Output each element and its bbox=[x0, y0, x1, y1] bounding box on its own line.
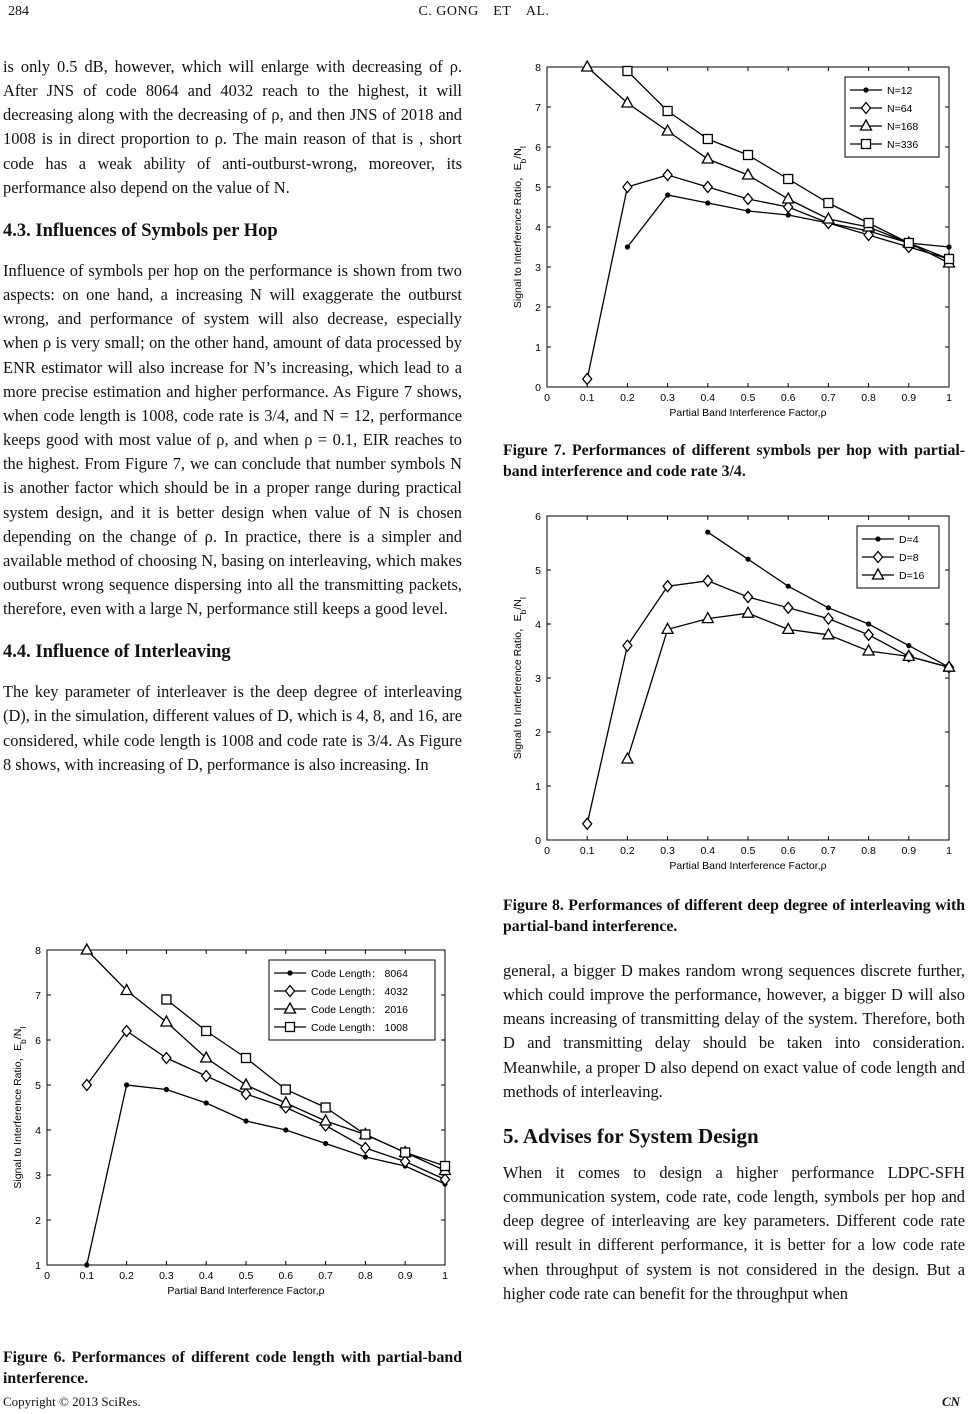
paragraph: Influence of symbols per hop on the performance is shown from two aspects: on one hand, a increasing N will exaggerate the outburst wrong, and performance of system will also decrease, especially when ρ is very small; on the other hand, amount of data processed by ENR estimator will also increase for N’s increasing, which lead to a more precise estimation and higher performance. As Figure 7 shows, when code length is 1008, code rate is 3/4, and N = 12, performance keeps good with most value of ρ, and when ρ = 0.1, EIR reaches to the highest. From Figure 7, we can conclude that number symbols N is another factor which should be in a proper range during practical system design, and it is better design when value of N is chosen depending on the change of ρ. In practice, there is a simpler and available method of choosing N, basing on interleaving, which makes outburst wrong sequence dispersing into all the transmitting packets, therefore, even with a large N, performance still keeps a good level. bbox=[3, 260, 462, 619]
y-tick-label: 3 bbox=[535, 262, 541, 274]
footer-journal: CN bbox=[941, 1394, 960, 1409]
data-point bbox=[906, 643, 911, 648]
data-point bbox=[361, 1130, 370, 1139]
x-tick-label: 0.6 bbox=[780, 845, 796, 857]
data-point bbox=[361, 1143, 370, 1154]
data-point bbox=[622, 753, 633, 763]
x-axis-label: Partial Band Interference Factor,ρ bbox=[669, 407, 827, 419]
section-heading: 5. Advises for System Design bbox=[503, 1123, 759, 1148]
legend-label: N=336 bbox=[887, 139, 919, 151]
data-point bbox=[786, 584, 791, 589]
legend-label: N=64 bbox=[887, 103, 913, 115]
data-point bbox=[623, 67, 632, 76]
data-point bbox=[320, 1115, 331, 1125]
right-column bbox=[503, 959, 965, 1306]
page-number: 284 bbox=[8, 4, 29, 19]
data-point bbox=[161, 1016, 172, 1026]
data-point bbox=[784, 175, 793, 184]
data-point bbox=[705, 200, 710, 205]
x-tick-label: 0.9 bbox=[901, 845, 917, 857]
y-tick-label: 8 bbox=[35, 945, 41, 957]
data-point bbox=[202, 1071, 211, 1082]
data-point bbox=[201, 1052, 212, 1062]
figure-6-chart bbox=[0, 935, 470, 1310]
y-tick-label: 0 bbox=[535, 835, 541, 847]
legend-label: Code Length： 8064 bbox=[311, 968, 408, 980]
y-tick-label: 5 bbox=[35, 1080, 41, 1092]
legend-label: Code Length： 4032 bbox=[311, 986, 408, 998]
x-tick-label: 0.9 bbox=[397, 1270, 413, 1282]
x-tick-label: 0 bbox=[544, 845, 550, 857]
series-line bbox=[587, 581, 949, 824]
data-point bbox=[162, 1053, 171, 1064]
data-point bbox=[665, 192, 670, 197]
x-tick-label: 0.1 bbox=[579, 392, 595, 404]
y-tick-label: 5 bbox=[535, 565, 541, 577]
y-tick-label: 1 bbox=[535, 342, 541, 354]
data-point bbox=[946, 244, 951, 249]
data-point bbox=[744, 194, 753, 205]
legend-marker bbox=[875, 536, 880, 541]
x-tick-label: 0.5 bbox=[740, 392, 756, 404]
y-tick-label: 1 bbox=[35, 1260, 41, 1272]
x-tick-label: 0.7 bbox=[821, 845, 836, 857]
y-tick-label: 4 bbox=[535, 222, 541, 234]
x-tick-label: 0 bbox=[44, 1270, 50, 1282]
left-column bbox=[3, 55, 462, 777]
data-point bbox=[84, 1262, 89, 1267]
data-point bbox=[242, 1089, 251, 1100]
x-tick-label: 0 bbox=[544, 392, 550, 404]
x-tick-label: 0.1 bbox=[79, 1270, 95, 1282]
data-point bbox=[583, 818, 592, 829]
x-tick-label: 0.7 bbox=[318, 1270, 333, 1282]
y-tick-label: 2 bbox=[35, 1215, 41, 1227]
footer-copyright: Copyright © 2013 SciRes. bbox=[3, 1394, 141, 1409]
data-point bbox=[625, 244, 630, 249]
y-axis-label: Signal to Interference Ratio，$E_b/N_I$ bbox=[512, 596, 528, 760]
figure-6-caption: Figure 6. Performances of different code length with partial-band interference. bbox=[3, 1349, 462, 1387]
data-point bbox=[945, 255, 954, 264]
paragraph: general, a bigger D makes random wrong sequences discrete further, which could improve the performance, however, a bigger D will also means increasing of transmitting delay of the system. Therefore, both D and transmitting delay should be taken into consideration. Meanwhile, a proper D also depend on exact value of code length and methods of interleaving. bbox=[503, 961, 965, 1101]
x-tick-label: 0.9 bbox=[901, 392, 917, 404]
x-tick-label: 0.2 bbox=[620, 392, 635, 404]
data-point bbox=[702, 153, 713, 163]
data-point bbox=[81, 944, 92, 954]
data-point bbox=[242, 1054, 251, 1063]
x-tick-label: 0.2 bbox=[620, 845, 635, 857]
x-tick-label: 0.4 bbox=[700, 392, 716, 404]
figure-7-caption: Figure 7. Performances of different symbols per hop with partial-band interference and code rate 3/4. bbox=[503, 442, 965, 480]
y-axis-label: Signal to Interference Ratio，$E_b/N_I$ bbox=[12, 1026, 28, 1189]
data-point bbox=[745, 557, 750, 562]
section-heading: 4.4. Influence of Interleaving bbox=[3, 642, 231, 663]
x-tick-label: 0.6 bbox=[780, 392, 796, 404]
data-point bbox=[744, 151, 753, 160]
paragraph: The key parameter of interleaver is the deep degree of interleaving (D), in the simulation, different values of D, which is 4, 8, and 16, are considered, while code length is 1008 and code rate is 3/4. As Figure 8 shows, with increasing of D, performance is also increasing. In bbox=[3, 682, 462, 774]
data-point bbox=[784, 602, 793, 613]
x-tick-label: 0.4 bbox=[198, 1270, 214, 1282]
legend-label: Code Length： 2016 bbox=[311, 1004, 408, 1016]
y-tick-label: 4 bbox=[535, 619, 541, 631]
x-axis-label: Partial Band Interference Factor,ρ bbox=[669, 860, 827, 872]
y-axis-label: Signal to Interference Ratio，$E_b/N_I$ bbox=[512, 145, 528, 309]
data-point bbox=[164, 1087, 169, 1092]
series-line bbox=[627, 613, 949, 759]
x-tick-label: 1 bbox=[946, 392, 952, 404]
paragraph: is only 0.5 dB, however, which will enlarge with decreasing of ρ. After JNS of code 8064 and 4032 reach to the highest, it will decreasing along with the decreasing of ρ, and then JNS of 2018 and 1008 is in direct proportion to ρ. The main reason of that is , short code has a weak ability of anti-outburst-wrong, moreover, its performance also depend on the value of N. bbox=[3, 57, 462, 197]
y-tick-label: 7 bbox=[535, 102, 541, 114]
series-line bbox=[587, 175, 949, 379]
data-point bbox=[662, 125, 673, 135]
data-point bbox=[441, 1162, 450, 1171]
legend-label: D=16 bbox=[899, 570, 925, 582]
data-point bbox=[281, 1085, 290, 1094]
y-tick-label: 6 bbox=[35, 1035, 41, 1047]
x-tick-label: 0.3 bbox=[660, 845, 675, 857]
x-tick-label: 0.1 bbox=[579, 845, 595, 857]
data-point bbox=[401, 1148, 410, 1157]
section-heading: 4.3. Influences of Symbols per Hop bbox=[3, 220, 278, 241]
figure-8-caption: Figure 8. Performances of different deep degree of interleaving with partial-band interference. bbox=[503, 897, 965, 935]
x-tick-label: 0.3 bbox=[159, 1270, 174, 1282]
x-tick-label: 1 bbox=[442, 1270, 448, 1282]
x-tick-label: 0.2 bbox=[119, 1270, 134, 1282]
data-point bbox=[705, 530, 710, 535]
data-point bbox=[124, 1082, 129, 1087]
x-tick-label: 0.7 bbox=[821, 392, 836, 404]
legend-label: N=12 bbox=[887, 85, 913, 97]
y-tick-label: 0 bbox=[535, 382, 541, 394]
data-point bbox=[744, 592, 753, 603]
data-point bbox=[202, 1027, 211, 1036]
data-point bbox=[323, 1141, 328, 1146]
x-tick-label: 0.5 bbox=[740, 845, 756, 857]
series-line bbox=[87, 1031, 445, 1180]
legend-marker bbox=[863, 87, 868, 92]
data-point bbox=[823, 213, 834, 223]
data-point bbox=[663, 107, 672, 116]
data-point bbox=[204, 1100, 209, 1105]
legend-label: D=8 bbox=[899, 552, 919, 564]
paragraph: When it comes to design a higher performance LDPC-SFH communication system, code rate, code length, symbols per hop and deep degree of interleaving are key parameters. Different code rate will result in different performance, it is better for a low code rate when throughput of system is not considered in the design. But a higher code rate can benefit for the throughput when bbox=[503, 1162, 965, 1303]
data-point bbox=[283, 1127, 288, 1132]
data-point bbox=[321, 1103, 330, 1112]
data-point bbox=[280, 1097, 291, 1107]
x-tick-label: 1 bbox=[946, 845, 952, 857]
data-point bbox=[241, 1079, 252, 1089]
x-tick-label: 0.3 bbox=[660, 392, 675, 404]
x-tick-label: 0.6 bbox=[278, 1270, 294, 1282]
figure-8-chart bbox=[498, 503, 966, 883]
data-point bbox=[623, 182, 632, 193]
data-point bbox=[663, 170, 672, 181]
x-tick-label: 0.8 bbox=[358, 1270, 373, 1282]
data-point bbox=[703, 182, 712, 193]
y-tick-label: 4 bbox=[35, 1125, 41, 1137]
data-point bbox=[864, 629, 873, 640]
data-point bbox=[363, 1154, 368, 1159]
data-point bbox=[582, 61, 593, 71]
data-point bbox=[703, 575, 712, 586]
y-tick-label: 3 bbox=[35, 1170, 41, 1182]
x-tick-label: 0.4 bbox=[700, 845, 716, 857]
data-point bbox=[826, 605, 831, 610]
y-tick-label: 1 bbox=[535, 781, 541, 793]
legend-marker bbox=[286, 1023, 295, 1032]
data-point bbox=[622, 97, 633, 107]
data-point bbox=[441, 1174, 450, 1185]
data-point bbox=[824, 613, 833, 624]
y-tick-label: 6 bbox=[535, 511, 541, 523]
data-point bbox=[583, 374, 592, 385]
x-tick-label: 0.5 bbox=[238, 1270, 254, 1282]
legend-marker bbox=[287, 970, 292, 975]
data-point bbox=[866, 621, 871, 626]
legend-label: N=168 bbox=[887, 121, 919, 133]
legend-label: Code Length： 1008 bbox=[311, 1022, 408, 1034]
y-tick-label: 5 bbox=[535, 182, 541, 194]
data-point bbox=[745, 208, 750, 213]
legend-label: D=4 bbox=[899, 534, 919, 546]
figure-7-chart bbox=[498, 50, 966, 430]
x-tick-label: 0.8 bbox=[861, 845, 876, 857]
legend-marker bbox=[862, 140, 871, 149]
data-point bbox=[864, 219, 873, 228]
data-point bbox=[783, 193, 794, 203]
x-axis-label: Partial Band Interference Factor,ρ bbox=[167, 1285, 325, 1297]
y-tick-label: 6 bbox=[535, 142, 541, 154]
data-point bbox=[243, 1118, 248, 1123]
y-tick-label: 2 bbox=[535, 727, 541, 739]
running-header: C. GONG ET AL. bbox=[418, 4, 550, 19]
data-point bbox=[824, 199, 833, 208]
y-tick-label: 3 bbox=[535, 673, 541, 685]
data-point bbox=[904, 239, 913, 248]
data-point bbox=[703, 135, 712, 144]
data-point bbox=[162, 995, 171, 1004]
series-line bbox=[87, 1085, 445, 1265]
y-tick-label: 2 bbox=[535, 302, 541, 314]
y-tick-label: 7 bbox=[35, 990, 41, 1002]
data-point bbox=[743, 607, 754, 617]
y-tick-label: 8 bbox=[535, 62, 541, 74]
x-tick-label: 0.8 bbox=[861, 392, 876, 404]
